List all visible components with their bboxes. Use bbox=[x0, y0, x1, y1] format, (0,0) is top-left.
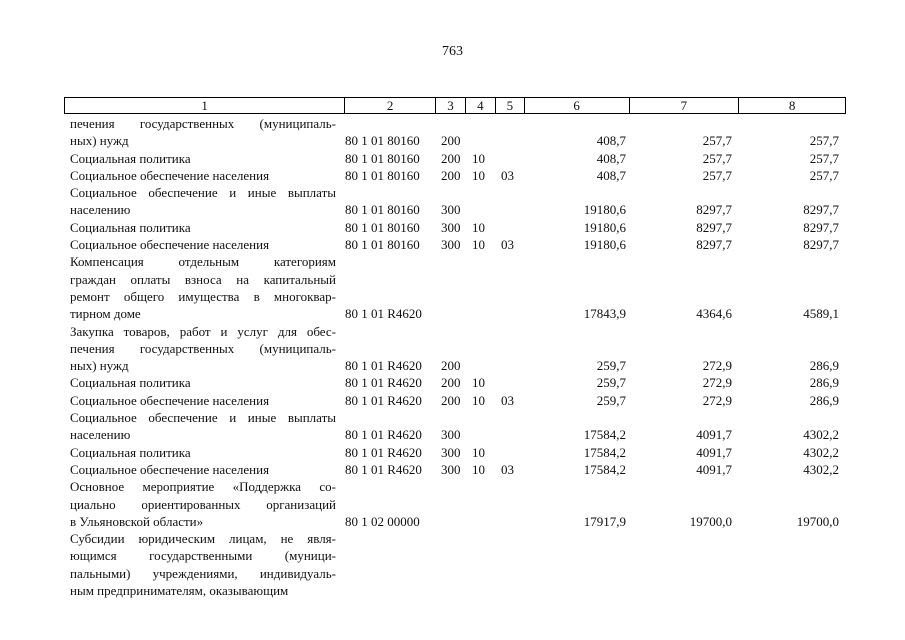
row-rz: 10 bbox=[472, 167, 485, 183]
row-value-7: 19700,0 bbox=[689, 513, 732, 529]
row-code: 80 1 01 R4620 bbox=[345, 375, 422, 391]
row-code: 80 1 01 80160 bbox=[345, 133, 420, 149]
table-row bbox=[0, 444, 905, 461]
row-code: 80 1 01 80160 bbox=[345, 150, 420, 166]
row-value-8: 257,7 bbox=[809, 133, 839, 149]
table-row bbox=[0, 184, 905, 219]
table-row bbox=[0, 392, 905, 409]
row-name bbox=[70, 253, 336, 322]
row-name-line: печения государственных (муниципаль- bbox=[70, 340, 336, 356]
row-vr: 300 bbox=[441, 219, 461, 235]
row-value-7: 8297,7 bbox=[696, 219, 732, 235]
row-code: 80 1 01 R4620 bbox=[345, 461, 422, 477]
row-pr: 03 bbox=[501, 461, 514, 477]
row-vr: 200 bbox=[441, 133, 461, 149]
row-name-line: Социальное обеспечение населения bbox=[70, 167, 270, 183]
row-name bbox=[70, 478, 336, 530]
row-rz: 10 bbox=[472, 219, 485, 235]
table-row bbox=[0, 461, 905, 478]
row-name bbox=[70, 409, 336, 444]
table-row bbox=[0, 115, 905, 150]
row-name-line: ных) нужд bbox=[70, 133, 129, 149]
row-name-line: Социальное обеспечение и иные выплаты bbox=[70, 185, 336, 201]
row-rz: 10 bbox=[472, 237, 485, 253]
table-row bbox=[0, 530, 905, 599]
row-name-line: Социальное обеспечение населения bbox=[70, 392, 270, 408]
row-name-line: пальными) учреждениями, индивидуаль- bbox=[70, 565, 336, 581]
row-vr: 300 bbox=[441, 444, 461, 460]
table-row bbox=[0, 167, 905, 184]
row-pr: 03 bbox=[501, 392, 514, 408]
row-value-7: 4091,7 bbox=[696, 427, 732, 443]
row-name-line: граждан оплаты взноса на капитальный bbox=[70, 271, 336, 287]
row-value-8: 286,9 bbox=[809, 358, 839, 374]
row-code: 80 1 01 R4620 bbox=[345, 427, 422, 443]
row-name bbox=[70, 150, 336, 167]
header-col-1: 1 bbox=[65, 98, 345, 113]
row-name-line: Основное мероприятие «Поддержка со- bbox=[70, 479, 336, 495]
row-name bbox=[70, 219, 336, 236]
row-rz: 10 bbox=[472, 444, 485, 460]
row-name-line: населению bbox=[70, 202, 131, 218]
row-value-6: 259,7 bbox=[596, 375, 626, 391]
row-value-8: 8297,7 bbox=[803, 219, 839, 235]
header-col-6: 6 bbox=[525, 98, 630, 113]
row-name bbox=[70, 236, 336, 253]
row-code: 80 1 01 80160 bbox=[345, 237, 420, 253]
row-name bbox=[70, 374, 336, 391]
row-vr: 200 bbox=[441, 375, 461, 391]
row-name-line: в Ульяновской области» bbox=[70, 513, 204, 529]
table-body bbox=[0, 115, 905, 599]
row-vr: 200 bbox=[441, 167, 461, 183]
row-value-8: 19700,0 bbox=[796, 513, 839, 529]
header-col-4: 4 bbox=[466, 98, 496, 113]
row-rz: 10 bbox=[472, 392, 485, 408]
row-name-line: тирном доме bbox=[70, 306, 141, 322]
row-name-line: ных) нужд bbox=[70, 358, 129, 374]
row-name-line: Социальное обеспечение населения bbox=[70, 461, 270, 477]
row-value-6: 259,7 bbox=[596, 392, 626, 408]
row-value-8: 4302,2 bbox=[803, 461, 839, 477]
row-value-6: 17584,2 bbox=[583, 461, 626, 477]
row-value-6: 19180,6 bbox=[583, 202, 626, 218]
table-row bbox=[0, 323, 905, 375]
row-value-8: 4589,1 bbox=[803, 306, 839, 322]
row-value-7: 4364,6 bbox=[696, 306, 732, 322]
row-code: 80 1 01 R4620 bbox=[345, 392, 422, 408]
header-col-2: 2 bbox=[345, 98, 436, 113]
row-value-6: 17917,9 bbox=[583, 513, 626, 529]
table-row bbox=[0, 236, 905, 253]
row-value-7: 8297,7 bbox=[696, 237, 732, 253]
table-row bbox=[0, 253, 905, 322]
row-name bbox=[70, 115, 336, 150]
page-number: 763 bbox=[442, 44, 463, 59]
header-col-8: 8 bbox=[788, 98, 796, 113]
table-row bbox=[0, 219, 905, 236]
row-code: 80 1 01 80160 bbox=[345, 167, 420, 183]
row-name-line: Социальное обеспечение и иные выплаты bbox=[70, 410, 336, 426]
row-name-line: ным предпринимателям, оказывающим bbox=[70, 583, 289, 599]
row-vr: 300 bbox=[441, 202, 461, 218]
row-name-line: Социальная политика bbox=[70, 444, 191, 460]
row-value-6: 17584,2 bbox=[583, 427, 626, 443]
row-value-6: 408,7 bbox=[596, 150, 626, 166]
row-name bbox=[70, 461, 336, 478]
row-value-6: 259,7 bbox=[596, 358, 626, 374]
row-name-line: Социальная политика bbox=[70, 375, 191, 391]
row-value-6: 17843,9 bbox=[583, 306, 626, 322]
row-value-6: 19180,6 bbox=[583, 237, 626, 253]
row-name-line: Социальное обеспечение населения bbox=[70, 237, 270, 253]
table-header bbox=[64, 97, 846, 114]
row-rz: 10 bbox=[472, 461, 485, 477]
row-name-line: ющимся государственными (муници- bbox=[70, 548, 336, 564]
row-name-line: ремонт общего имущества в многоквар- bbox=[70, 288, 336, 304]
row-vr: 300 bbox=[441, 427, 461, 443]
row-value-6: 408,7 bbox=[596, 133, 626, 149]
row-value-8: 257,7 bbox=[809, 167, 839, 183]
row-value-6: 17584,2 bbox=[583, 444, 626, 460]
header-col-3: 3 bbox=[436, 98, 466, 113]
row-name bbox=[70, 444, 336, 461]
row-name-line: печения государственных (муниципаль- bbox=[70, 116, 336, 131]
row-name bbox=[70, 323, 336, 375]
row-value-7: 4091,7 bbox=[696, 461, 732, 477]
row-code: 80 1 01 R4620 bbox=[345, 306, 422, 322]
row-name bbox=[70, 392, 336, 409]
row-code: 80 1 01 R4620 bbox=[345, 358, 422, 374]
row-value-8: 8297,7 bbox=[803, 237, 839, 253]
row-code: 80 1 01 R4620 bbox=[345, 444, 422, 460]
row-value-7: 272,9 bbox=[702, 358, 732, 374]
row-name bbox=[70, 530, 336, 599]
row-code: 80 1 01 80160 bbox=[345, 219, 420, 235]
row-value-8: 8297,7 bbox=[803, 202, 839, 218]
header-col-7: 7 bbox=[630, 98, 740, 113]
row-value-8: 4302,2 bbox=[803, 444, 839, 460]
table-row bbox=[0, 478, 905, 530]
row-value-8: 4302,2 bbox=[803, 427, 839, 443]
row-name bbox=[70, 184, 336, 219]
row-pr: 03 bbox=[501, 237, 514, 253]
row-value-7: 257,7 bbox=[702, 133, 732, 149]
row-value-7: 8297,7 bbox=[696, 202, 732, 218]
row-name bbox=[70, 167, 336, 184]
row-rz: 10 bbox=[472, 150, 485, 166]
table-row bbox=[0, 150, 905, 167]
row-value-6: 408,7 bbox=[596, 167, 626, 183]
table-row bbox=[0, 409, 905, 444]
row-code: 80 1 02 00000 bbox=[345, 513, 420, 529]
row-name-line: Субсидии юридическим лицам, не явля- bbox=[70, 531, 336, 547]
row-name-line: Социальная политика bbox=[70, 150, 191, 166]
row-value-7: 257,7 bbox=[702, 150, 732, 166]
row-name-line: Компенсация отдельным категориям bbox=[70, 254, 336, 270]
row-value-7: 4091,7 bbox=[696, 444, 732, 460]
row-vr: 300 bbox=[441, 461, 461, 477]
row-value-6: 19180,6 bbox=[583, 219, 626, 235]
row-value-8: 257,7 bbox=[809, 150, 839, 166]
row-rz: 10 bbox=[472, 375, 485, 391]
row-value-8: 286,9 bbox=[809, 375, 839, 391]
row-vr: 300 bbox=[441, 237, 461, 253]
row-value-7: 272,9 bbox=[702, 392, 732, 408]
row-vr: 200 bbox=[441, 358, 461, 374]
table-row bbox=[0, 374, 905, 391]
row-name-line: циально ориентированных организаций bbox=[70, 496, 336, 512]
row-pr: 03 bbox=[501, 167, 514, 183]
row-code: 80 1 01 80160 bbox=[345, 202, 420, 218]
header-col-5: 5 bbox=[496, 98, 525, 113]
row-value-8: 286,9 bbox=[809, 392, 839, 408]
row-value-7: 272,9 bbox=[702, 375, 732, 391]
row-value-7: 257,7 bbox=[702, 167, 732, 183]
row-name-line: Закупка товаров, работ и услуг для обес- bbox=[70, 323, 336, 339]
row-vr: 200 bbox=[441, 150, 461, 166]
row-vr: 200 bbox=[441, 392, 461, 408]
row-name-line: Социальная политика bbox=[70, 219, 191, 235]
row-name-line: населению bbox=[70, 427, 131, 443]
